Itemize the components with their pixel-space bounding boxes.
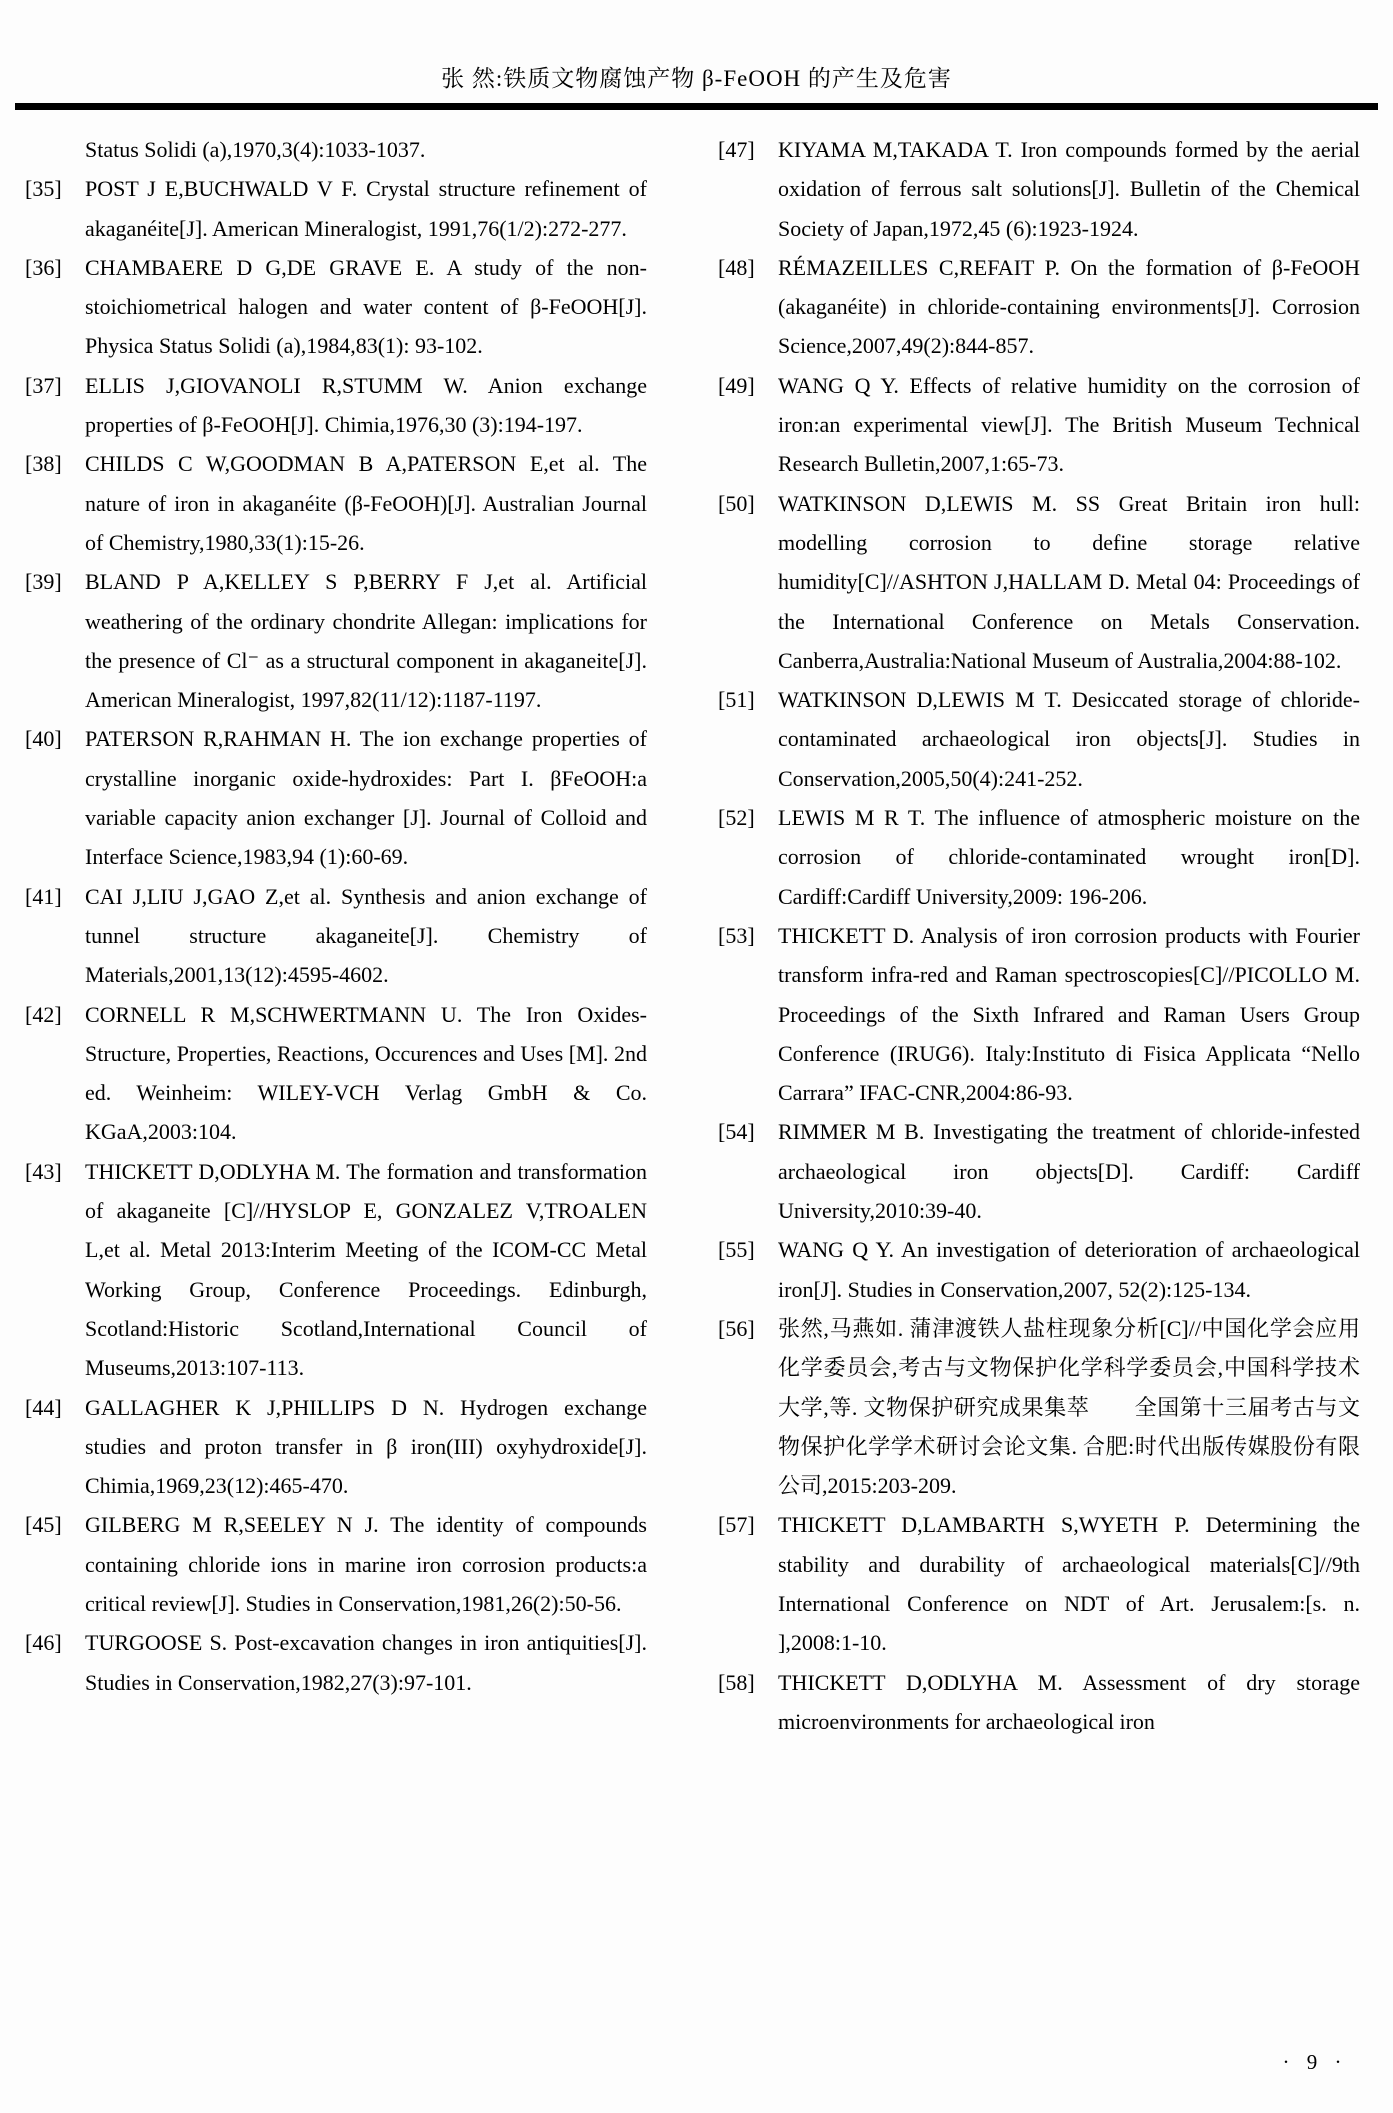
reference-item [25,877,647,995]
reference-text: GILBERG M R,SEELEY N J. The identity of compounds containing chloride ions in marine iron corrosion products:a critical review[J]. Studies in Conservation,1981,26(2):50-56. [85,1512,647,1616]
reference-number: [37] [25,372,62,398]
reference-text: WATKINSON D,LEWIS M. SS Great Britain iron hull: modelling corrosion to define storage relative humidity[C]//ASHTON J,HALLAM D. Metal 04: Proceedings of the International Conference on Metals Conservation. Canberra,Australia:National Museum of Australia,2004:88-102. [778,490,1360,673]
reference-number: [55] [718,1237,755,1263]
reference-number: [44] [25,1394,62,1420]
reference-text: CHILDS C W,GOODMAN B A,PATERSON E,et al. The nature of iron in akaganéite (β-FeOOH)[J]. Australian Journal of Chemistry,1980,33(1):15-26. [85,451,647,555]
reference-number: [56] [718,1315,755,1341]
reference-number: [38] [25,451,62,477]
header-rule [15,103,1378,110]
reference-number: [49] [718,372,755,398]
running-header [0,60,1393,93]
reference-item [25,1505,647,1623]
reference-item [718,1112,1360,1230]
reference-text: THICKETT D. Analysis of iron corrosion products with Fourier transform infra-red and Raman spectroscopies[C]//PICOLLO M. Proceedings of the Sixth Infrared and Raman Users Group Conference (IRUG6). Italy:Instituto di Fisica Applicata “Nello Carrara” IFAC-CNR,2004:86-93. [778,922,1360,1106]
reference-item [718,248,1360,366]
reference-item [718,130,1360,248]
reference-text: GALLAGHER K J,PHILLIPS D N. Hydrogen exchange studies and proton transfer in β iron(III) oxyhydroxide[J]. Chimia,1969,23(12):465-470. [85,1394,647,1499]
reference-number: [57] [718,1512,755,1538]
reference-item [25,1152,647,1388]
reference-number: [41] [25,883,62,909]
reference-item [718,1663,1360,1742]
reference-text: PATERSON R,RAHMAN H. The ion exchange properties of crystalline inorganic oxide-hydroxides: Part I. βFeOOH:a variable capacity anion exchanger [J]. Journal of Colloid and Interface Science,1983,94 (1):60-69. [85,726,647,870]
running-header-title: 张 然:铁质文物腐蚀产物 β-FeOOH 的产生及危害 [441,66,952,91]
reference-number: [54] [718,1119,755,1145]
reference-text: THICKETT D,LAMBARTH S,WYETH P. Determining the stability and durability of archaeological materials[C]//9th International Conference on NDT of Art. Jerusalem:[s. n. ],2008:1-10. [778,1512,1360,1656]
reference-number: [46] [25,1630,62,1656]
page-number: · 9 · [1282,2050,1348,2074]
reference-item [25,1388,647,1506]
reference-number: [47] [718,137,755,162]
reference-item [25,1623,647,1702]
reference-item [718,1230,1360,1309]
reference-number: [40] [25,726,62,752]
reference-text: THICKETT D,ODLYHA M. The formation and transformation of akaganeite [C]//HYSLOP E, GONZALEZ V,TROALEN L,et al. Metal 2013:Interim Meeting of the ICOM-CC Metal Working Group, Conference Proceedings. Edinburgh, Scotland:Historic Scotland,International Council of Museums,2013:107-113. [85,1158,647,1381]
reference-text: WANG Q Y. An investigation of deterioration of archaeological iron[J]. Studies in Conservation,2007, 52(2):125-134. [778,1237,1360,1302]
reference-text: CAI J,LIU J,GAO Z,et al. Synthesis and anion exchange of tunnel structure akaganeite[J]. Chemistry of Materials,2001,13(12):4595-4602. [85,883,647,988]
reference-text: WANG Q Y. Effects of relative humidity on the corrosion of iron:an experimental view[J]. The British Museum Technical Research Bulletin,2007,1:65-73. [778,372,1360,477]
reference-number: [50] [718,490,755,516]
reference-text: 张然,马燕如. 蒲津渡铁人盐柱现象分析[C]//中国化学会应用化学委员会,考古与文物保护化学科学委员会,中国科学技术大学,等. 文物保护研究成果集萃 全国第十三届考古与文物保护化学学术研讨会论文集. 合肥:时代出版传媒股份有限公司,2015:203-209. [778,1315,1360,1499]
reference-text: THICKETT D,ODLYHA M. Assessment of dry storage microenvironments for archaeological iron [778,1669,1360,1734]
reference-item [718,1309,1360,1505]
reference-text: BLAND P A,KELLEY S P,BERRY F J,et al. Artificial weathering of the ordinary chondrite Allegan: implications for the presence of Cl⁻ as a structural component in akaganeite[J]. American Mineralogist, 1997,82(11/12):1187-1197. [85,569,647,713]
reference-text: TURGOOSE S. Post-excavation changes in iron antiquities[J]. Studies in Conservation,1982,27(3):97-101. [85,1630,647,1695]
reference-text: Status Solidi (a),1970,3(4):1033-1037. [85,137,426,162]
reference-item [718,916,1360,1112]
reference-number: [51] [718,687,755,713]
reference-item [25,562,647,719]
reference-item [25,366,647,445]
reference-item [718,366,1360,484]
reference-number: [53] [718,922,755,948]
reference-number: [42] [25,1001,62,1027]
reference-item [718,484,1360,680]
reference-number: [43] [25,1158,62,1184]
reference-number: [58] [718,1669,755,1695]
reference-text: ELLIS J,GIOVANOLI R,STUMM W. Anion exchange properties of β-FeOOH[J]. Chimia,1976,30 (3):194-197. [85,372,647,438]
reference-item [718,680,1360,798]
reference-item [25,444,647,562]
reference-item [25,995,647,1152]
reference-text: LEWIS M R T. The influence of atmospheric moisture on the corrosion of chloride-contaminated wrought iron[D]. Cardiff:Cardiff University,2009: 196-206. [778,805,1360,909]
reference-item [718,1505,1360,1662]
reference-text: CHAMBAERE D G,DE GRAVE E. A study of the non-stoichiometrical halogen and water content of β-FeOOH[J]. Physica Status Solidi (a),1984,83(1): 93-102. [85,254,647,359]
reference-text: RIMMER M B. Investigating the treatment of chloride-infested archaeological iron objects[D]. Cardiff: Cardiff University,2010:39-40. [778,1119,1360,1224]
reference-item [25,248,647,366]
reference-item [25,719,647,876]
reference-item [718,798,1360,916]
references-right-column [718,130,1360,1741]
reference-number: [36] [25,254,62,280]
reference-number: [48] [718,254,755,280]
reference-text: WATKINSON D,LEWIS M T. Desiccated storage of chloride-contaminated archaeological iron objects[J]. Studies in Conservation,2005,50(4):241-252. [778,687,1360,791]
reference-item [25,169,647,248]
reference-text: KIYAMA M,TAKADA T. Iron compounds formed by the aerial oxidation of ferrous salt solutions[J]. Bulletin of the Chemical Society of Japan,1972,45 (6):1923-1924. [778,137,1360,241]
reference-number: [45] [25,1512,62,1538]
reference-number: [52] [718,805,755,831]
reference-text: RÉMAZEILLES C,REFAIT P. On the formation of β-FeOOH (akaganéite) in chloride-containing environments[J]. Corrosion Science,2007,49(2):844-857. [778,254,1360,359]
reference-item [25,130,647,169]
reference-number: [39] [25,569,62,595]
reference-text: CORNELL R M,SCHWERTMANN U. The Iron Oxides-Structure, Properties, Reactions, Occurences and Uses [M]. 2nd ed. Weinheim: WILEY-VCH Verlag GmbH & Co. KGaA,2003:104. [85,1001,647,1145]
reference-text: POST J E,BUCHWALD V F. Crystal structure refinement of akaganéite[J]. American Mineralogist, 1991,76(1/2):272-277. [85,176,647,241]
references-left-column [25,130,647,1702]
reference-number: [35] [25,176,62,202]
